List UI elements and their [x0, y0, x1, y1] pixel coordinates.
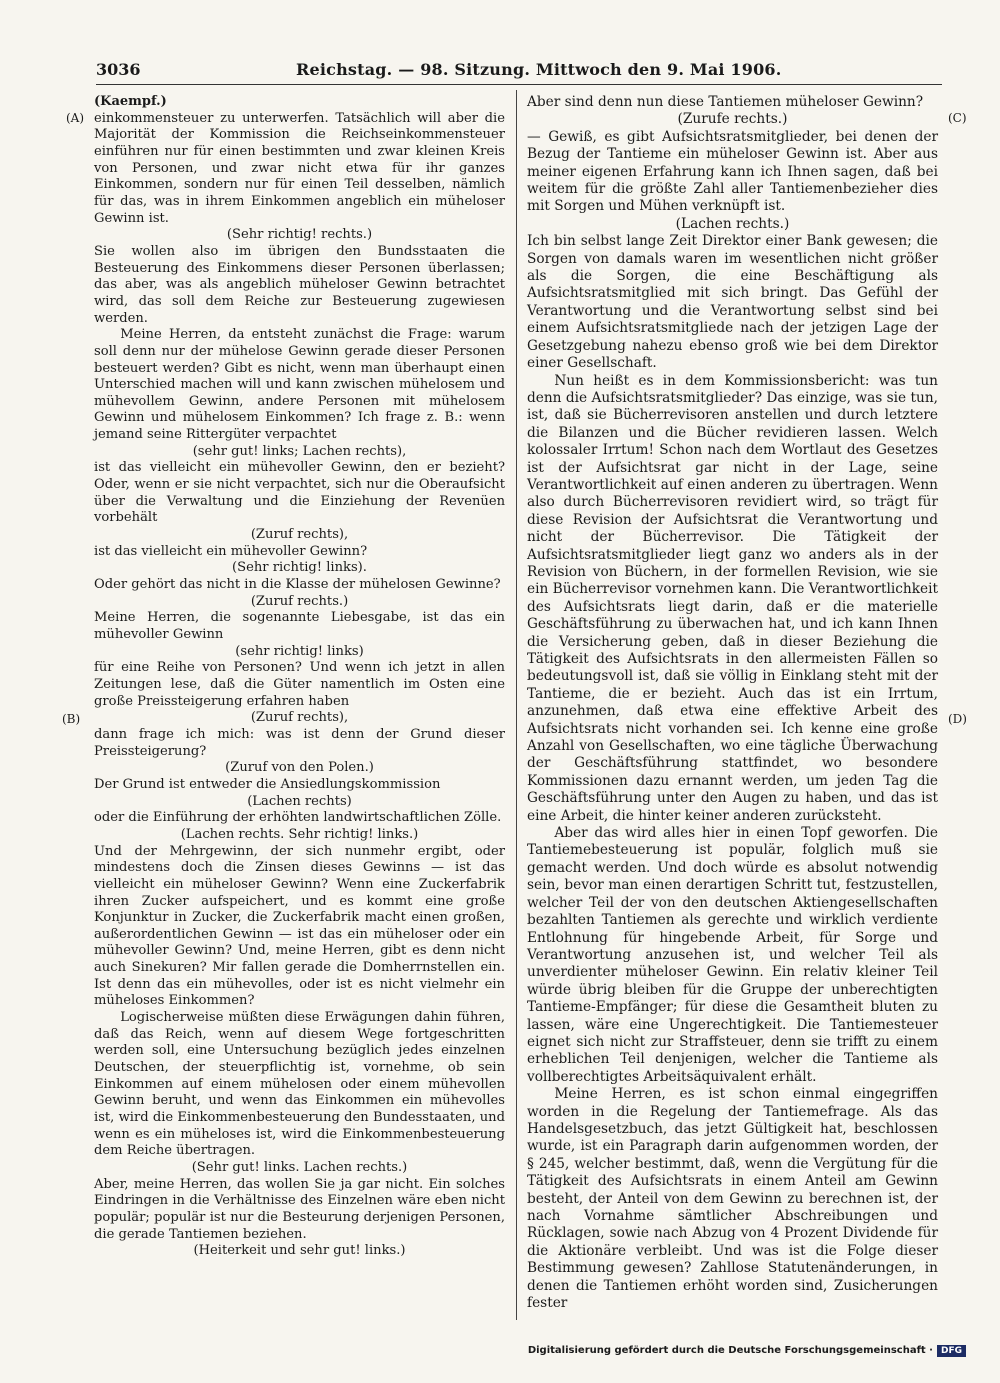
paragraph: Aber, meine Herren, das wollen Sie ja gar nicht. Ein solches Eindringen in die Verhältnisse des Einzelnen wäre eben nicht populär; populär ist nur die Besteurung derjenigen Personen, die gerade Tantiemen beziehen.	[94, 1176, 505, 1242]
interjection: (Zuruf rechts),	[250, 527, 349, 543]
paragraph: Nun heißt es in dem Kommissionsbericht: was tun denn die Aufsichtsratsmitglieder? Das einzige, was sie tun, ist, daß sie Bücherrevisoren anstellen und durch letztere die Bilanzen und die Bücher revidieren lassen. Welch kolossaler Irrtum! Schon nach dem Wortlaut des Gesetzes ist der Aufsichtsrat gar nicht in der Lage, seine Verantwortlichkeit auf einen anderen zu übertragen. Wenn also durch Bücherrevisoren revidiert wird, so trägt für diese Revision der Aufsichtsrat die Verantwortung und nicht der Bücherrevisor. Die Tätigkeit der Aufsichtsratsmitglieder liegt ganz wo anders als in der Revision von Büchern, in der formellen Revision, wie sie ein Bücherrevisor vornehmen kann. Die Verantwortlichkeit des Aufsichtsrats liegt darin, daß er die materielle Geschäftsführung zu überwachen hat, und ich kann Ihnen die Versicherung geben, daß in dieser Beziehung die Tätigkeit des Aufsichtsrats in den allermeisten Fällen so bedeutungsvoll ist, daß sie völlig in Einklang steht mit der Tantieme, die er bezieht. Auch das ist ein Irrtum, anzunehmen, daß etwa eine effektive Arbeit des Aufsichtsrats nicht vorhanden sei. Ich kenne eine große Anzahl von Gesellschaften, wo eine tägliche Überwachung der Geschäftsführung stattfindet, wo besondere Kommissionen dazu ernannt werden, um jeden Tag die Geschäftsführung unter den Augen zu haben, und das ist eine Arbeit, die hinter keiner anderen zurücksteht.	[527, 372, 938, 824]
speaker-name: (Kaempf.)	[94, 94, 167, 109]
interjection: (sehr richtig! links)	[235, 643, 364, 659]
paragraph: Logischerweise müßten diese Erwägungen dahin führen, daß das Reich, wenn auf diesem Wege fortgeschritten werden soll, eine Untersuchung bezüglich jedes einzelnen Deutschen, der steuerpflichtig ist, vornehme, ob sein Einkommen auf einem mühelosen oder einem mühevollen Gewinn beruht, und wenn das Einkommen ein mühevolles ist, wird die Einkommenbesteuerung den Bundesstaaten, und wenn es ein müheloses ist, wird die Einkommenbesteuerung dem Reiche übertragen.	[94, 1010, 505, 1159]
footer-text: Digitalisierung gefördert durch die Deutsche Forschungsgemeinschaft ·	[527, 1345, 933, 1356]
interjection: (Sehr richtig! rechts.)	[226, 227, 373, 243]
interjection: (Zuruf von den Polen.)	[225, 760, 374, 776]
margin-mark-d: (D)	[948, 712, 967, 726]
paragraph: Meine Herren, es ist schon einmal eingegriffen worden in die Regelung der Tantiemefrage. Als das Handelsgesetzbuch, das jetzt Gültigkeit hat, beschlossen wurde, ist ein Paragraph darin aufgenommen worden, der § 245, welcher bestimmt, daß, wenn die Vergütung für die Tätigkeit des Aufsichtsrats in einem Anteil am Gewinn besteht, der Anteil von dem Gewinn zu berechnen ist, der nach Vornahme sämtlicher Abschreibungen und Rücklagen, sowie nach Abzug von 4 Prozent Dividende für die Aktionäre verbleibt. Und was ist die Folge dieser Bestimmung gewesen? Zahllose Statutenänderungen, in denen die Tantiemen erhöht worden sind, Zusicherungen fester	[527, 1086, 938, 1312]
paragraph: Aber sind denn nun diese Tantiemen müheloser Gewinn?	[527, 94, 924, 110]
interjection: (Sehr richtig! links).	[232, 560, 367, 576]
paragraph: Meine Herren, die sogenannte Liebesgabe, ist das ein mühevoller Gewinn	[94, 610, 505, 642]
paragraph: Sie wollen also im übrigen den Bundsstaaten die Besteuerung des Einkommens dieser Personen überlassen; das aber, was als angeblich müheloser Gewinn betrachtet wird, das soll dem Reiche zur Besteuerung zugewiesen werden.	[94, 243, 505, 326]
column-divider	[516, 90, 517, 1320]
interjection: (Lachen rechts)	[247, 793, 352, 809]
paragraph: einkommensteuer zu unterwerfen. Tatsächlich will aber die Majorität der Kommission die Reichseinkommensteuer einführen nur für einen bestimmten und zwar kleinen Kreis von Personen, und zwar nicht etwa für ihr ganzes Einkommen, sondern nur für einen Teil desselben, nämlich für das, was in ihrem Einkommen angeblich ein müheloser Gewinn ist.	[94, 110, 505, 226]
paragraph: ist das vielleicht ein mühevoller Gewinn, den er bezieht? Oder, wenn er sie nicht verpachtet, sich nur die Oberaufsicht über die Verwaltung und die Einziehung der Revenüen vorbehält	[94, 460, 505, 526]
header-title: Reichstag. — 98. Sitzung. Mittwoch den 9. Mai 1906.	[296, 60, 782, 79]
paragraph: Oder gehört das nicht in die Klasse der mühelosen Gewinne?	[94, 577, 501, 593]
paragraph: oder die Einführung der erhöhten landwirtschaftlichen Zölle.	[94, 810, 502, 826]
page-number: 3036	[96, 60, 141, 79]
paragraph: Und der Mehrgewinn, der sich nunmehr ergibt, oder mindestens doch die Zinsen dieses Gewinns — ist das vielleicht ein müheloser Gewinn? Wenn eine Zuckerfabrik ihren Zucker aufspeichert, und es kommt eine große Konjunktur in Zucker, die Zuckerfabrik macht einen großen, außerordentlichen Gewinn — ist das ein müheloser oder ein mühevoller Gewinn? Und, meine Herren, gibt es denn nicht auch Sinekuren? Mir fallen gerade die Domherrnstellen ein. Ist denn das ein mühevolles, oder ist es nicht vielmehr ein müheloses Einkommen?	[94, 843, 505, 1009]
interjection: (Lachen rechts.)	[675, 215, 790, 232]
margin-mark-a: (A)	[66, 111, 85, 125]
header-rule	[96, 84, 942, 85]
paragraph: — Gewiß, es gibt Aufsichtsratsmitglieder, bei denen der Bezug der Tantieme ein müheloser Gewinn ist. Aber aus meiner eigenen Erfahrung kann ich Ihnen sagen, daß bei weitem für die größte Zahl aller Tantiemenbezieher dies mit Sorgen und Mühen verknüpft ist.	[527, 128, 938, 215]
paragraph: ist das vielleicht ein mühevoller Gewinn?	[94, 543, 368, 559]
page-header	[96, 60, 942, 82]
dfg-logo: DFG	[937, 1345, 966, 1357]
footer-credit	[528, 1345, 966, 1357]
interjection: (Zurufe rechts.)	[677, 111, 788, 128]
interjection: (Zuruf rechts.)	[250, 593, 349, 609]
paragraph: Der Grund ist entweder die Ansiedlungskommission	[94, 776, 441, 792]
margin-mark-b: (B)	[62, 712, 81, 726]
interjection: (Heiterkeit und sehr gut! links.)	[193, 1243, 406, 1259]
left-column	[94, 94, 505, 1260]
margin-mark-c: (C)	[948, 111, 967, 125]
paragraph: dann frage ich mich: was ist denn der Grund dieser Preissteigerung?	[94, 726, 505, 759]
paragraph: Aber das wird alles hier in einen Topf geworfen. Die Tantiemebesteuerung ist populär, folglich muß sie gemacht werden. Und doch würde es absolut notwendig sein, bevor man einen derartigen Schritt tut, festzustellen, welcher Teil der von den deutschen Aktiengesellschaften bezahlten Tantiemen als gerechte und wirklich verdiente Entlohnung für hingebende Arbeit, für Sorge und Verantwortung anzusehen ist, und welcher Teil als unverdienter müheloser Gewinn. Ein relativ kleiner Teil würde übrig bleiben für die Gruppe der unberechtigten Tantieme-Empfänger; für diese die Gesamtheit bluten zu lassen, wäre eine Ungerechtigkeit. Die Tantiemesteuer eignet sich nicht zur Straffsteuer, denn sie trifft zu einem erheblichen Teil denjenigen, welcher die Tantieme als vollberechtigtes Arbeitsäquivalent erhält.	[527, 825, 938, 1085]
right-column	[527, 94, 938, 1312]
paragraph: für eine Reihe von Personen? Und wenn ich jetzt in allen Zeitungen lese, daß die Güter namentlich im Osten eine große Preissteigerung erfahren haben	[94, 660, 505, 709]
paragraph: Ich bin selbst lange Zeit Direktor einer Bank gewesen; die Sorgen von damals waren im wesentlichen nicht größer als die Sorgen, die eine Beschäftigung als Aufsichtsratsmitglied mit sich bringt. Das Gefühl der Verantwortung und die Verantwortung selbst sind bei einem Aufsichtsratsmitgliede nach der jetzigen Lage der Gesetzgebung nahezu ebenso groß wie bei dem Direktor einer Gesellschaft.	[527, 233, 938, 372]
interjection: (Lachen rechts. Sehr richtig! links.)	[180, 826, 419, 842]
paragraph: Meine Herren, da entsteht zunächst die Frage: warum soll denn nur der mühelose Gewinn gerade dieser Personen besteuert werden? Gibt es nicht, wenn man überhaupt einen Unterschied machen will und kann zwischen mühelosem und mühevollem Gewinn, andere Personen mit mühelosem Gewinn und mühelosem Einkommen? Ich frage z. B.: wenn jemand seine Rittergüter verpachtet	[94, 327, 505, 443]
interjection: (Zuruf rechts),	[250, 710, 349, 726]
interjection: (Sehr gut! links. Lachen rechts.)	[191, 1160, 408, 1175]
interjection: (sehr gut! links; Lachen rechts),	[192, 443, 407, 459]
